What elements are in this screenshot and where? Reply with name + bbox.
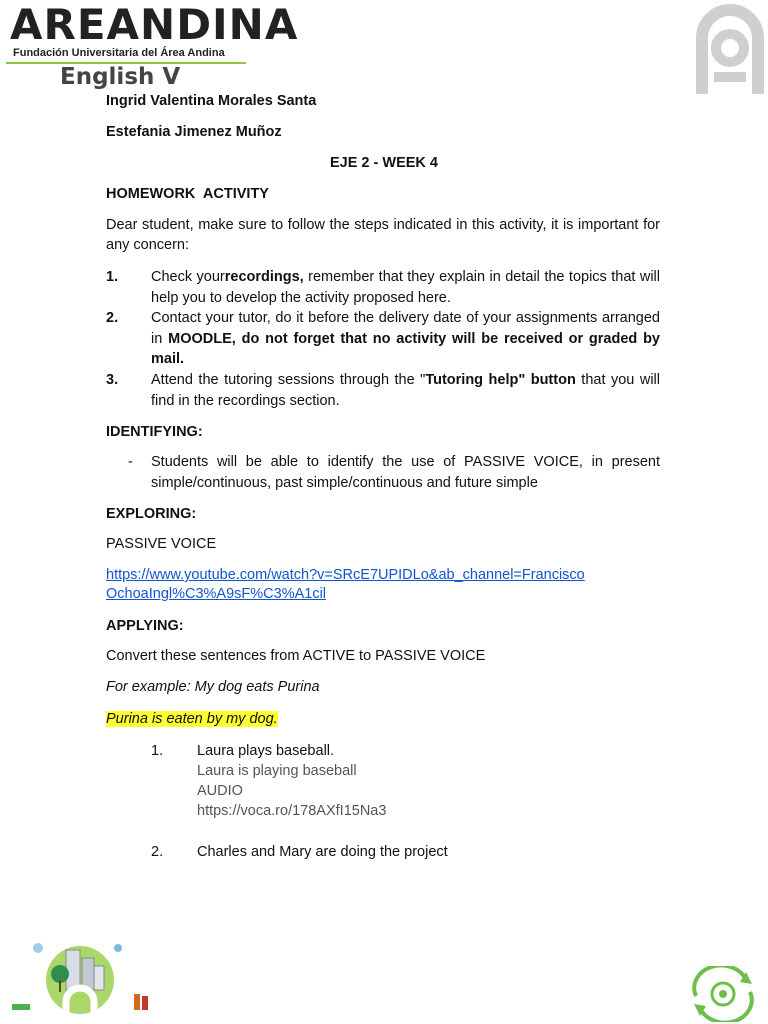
youtube-link[interactable]: https://www.youtube.com/watch?v=SRcE7UPIDLo&ab_channel=Francisco bbox=[106, 567, 585, 583]
step-number: 3. bbox=[106, 372, 119, 388]
youtube-link-continued[interactable]: OchoaIngl%C3%A9sF%C3%A1cil bbox=[106, 586, 327, 602]
bullet-dash: - bbox=[128, 454, 133, 470]
homework-heading: HOMEWORK ACTIVITY bbox=[106, 186, 269, 202]
eco-city-illustration-icon bbox=[8, 928, 168, 1024]
recycle-a-logo-icon bbox=[688, 966, 758, 1022]
intro-paragraph: Dear student, make sure to follow the steps indicated in this activity, it is important for any concern: bbox=[106, 217, 660, 253]
step-bold: Tutoring help" button bbox=[425, 372, 576, 388]
identifying-heading: IDENTIFYING: bbox=[106, 424, 203, 440]
step-number: 1. bbox=[106, 269, 119, 285]
step-3 bbox=[151, 370, 660, 411]
step-bold: do not forget that no activity will be received or graded by mail. bbox=[151, 330, 660, 367]
logo-subtitle: Fundación Universitaria del Área Andina bbox=[13, 47, 225, 59]
applying-heading: APPLYING: bbox=[106, 618, 184, 634]
eje-heading: EJE 2 - WEEK 4 bbox=[330, 155, 438, 171]
areandina-a-watermark-icon bbox=[696, 2, 764, 98]
step-text: Contact your tutor, do it before the delivery date of your assignments arranged in bbox=[151, 310, 660, 347]
step-1 bbox=[151, 267, 660, 308]
step-text: Attend the tutoring sessions through the " bbox=[151, 372, 426, 388]
areandina-logo: AREANDINA bbox=[10, 0, 299, 49]
step-text: remember that they explain in detail the topics that will help you to develop the activity proposed here. bbox=[151, 269, 660, 306]
exercise-sentence: Charles and Mary are doing the project bbox=[197, 844, 448, 860]
step-bold: MOODLE, bbox=[168, 330, 236, 347]
step-text: Check your bbox=[151, 269, 225, 285]
exploring-heading: EXPLORING: bbox=[106, 506, 197, 522]
step-2 bbox=[151, 308, 660, 370]
step-number: 2. bbox=[106, 310, 119, 326]
audio-label: AUDIO bbox=[197, 783, 243, 799]
applying-instruction: Convert these sentences from ACTIVE to PASSIVE VOICE bbox=[106, 648, 486, 664]
example-answer bbox=[106, 709, 278, 729]
audio-url[interactable]: https://voca.ro/178AXfI15Na3 bbox=[197, 803, 387, 819]
step-bold: recordings, bbox=[224, 269, 304, 285]
identifying-bullet: Students will be able to identify the use of PASSIVE VOICE, in present simple/continuous, past simple/continuous and future simple bbox=[151, 454, 660, 491]
student-name-2: Estefania Jimenez Muñoz bbox=[106, 124, 282, 140]
student-name-1: Ingrid Valentina Morales Santa bbox=[106, 93, 317, 109]
exercise-number: 2. bbox=[151, 844, 164, 860]
example-answer-highlight: Purina is eaten by my dog. bbox=[106, 711, 278, 727]
exercise-answer: Laura is playing baseball bbox=[197, 763, 357, 779]
exploring-topic: PASSIVE VOICE bbox=[106, 536, 217, 552]
exercise-sentence: Laura plays baseball. bbox=[197, 743, 335, 759]
step-text: that you will find in the recordings section. bbox=[151, 372, 660, 409]
example-sentence: For example: My dog eats Purina bbox=[106, 679, 320, 695]
course-title: English V bbox=[60, 64, 181, 90]
exercise-number: 1. bbox=[151, 743, 164, 759]
